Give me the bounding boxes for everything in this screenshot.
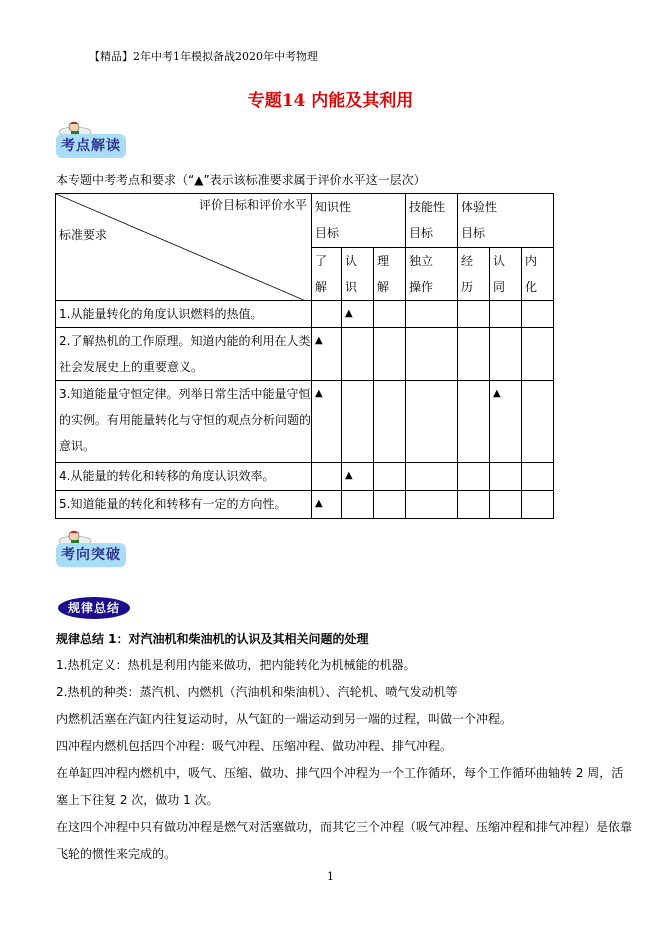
paragraph: 塞上下往复 2 次，做功 1 次。 (56, 793, 219, 807)
diag-top-label: 评价目标和评价水平 (199, 198, 308, 212)
table-row (56, 491, 554, 519)
diagonal-header-cell (56, 194, 312, 301)
intro-text: 本专题中考考点和要求（“▲”表示该标准要求属于评价水平这一层次） (56, 173, 426, 187)
requirement-line: 5.知道能量的转化和转移有一定的方向性。 (59, 497, 287, 511)
level-cell (406, 328, 458, 381)
subheader-cell: 认 识 (342, 248, 374, 301)
paragraph: 1.热机定义：热机是利用内能来做功，把内能转化为机械能的机器。 (56, 658, 416, 672)
subheader-cell: 认 同 (490, 248, 522, 301)
paragraph: 飞轮的惯性来完成的。 (56, 847, 177, 861)
level-cell (374, 491, 406, 519)
level-cell (342, 381, 374, 463)
level-cell (374, 381, 406, 463)
subheader-cell: 了 解 (312, 248, 342, 301)
requirement-line: 4.从能量的转化和转移的角度认识效率。 (59, 469, 275, 483)
level-cell (312, 463, 342, 491)
requirement-line: 社会发展史上的重要意义。 (59, 360, 204, 374)
level-cell (406, 381, 458, 463)
requirement-line: 3.知道能量守恒定律。列举日常生活中能量守恒 (59, 387, 311, 401)
triangle-mark-icon: ▲ (345, 470, 353, 481)
level-cell (312, 491, 342, 519)
group-skill: 技能性 目标 (406, 194, 458, 248)
level-cell (374, 463, 406, 491)
page-title: 专题14 内能及其利用 (247, 91, 414, 111)
table-row (56, 301, 554, 328)
level-cell (406, 301, 458, 328)
document-header: 【精品】2年中考1年模拟备战2020年中考物理 (89, 50, 318, 63)
triangle-mark-icon: ▲ (315, 335, 323, 346)
table-row (56, 381, 554, 463)
paragraph: 四冲程内燃机包括四个冲程：吸气冲程、压缩冲程、做功冲程、排气冲程。 (56, 739, 453, 753)
page-number: 1 (327, 870, 334, 883)
requirement-line: 意识。 (59, 439, 96, 453)
requirement-cell (56, 491, 312, 519)
requirement-cell (56, 463, 312, 491)
level-cell (490, 491, 522, 519)
requirement-cell (56, 381, 312, 463)
subheader-cell: 理 解 (374, 248, 406, 301)
level-cell (406, 491, 458, 519)
requirement-line: 的实例。有用能量转化与守恒的观点分析问题的 (59, 413, 312, 427)
guilv-badge: 规律总结 (58, 597, 130, 619)
requirement-cell (56, 301, 312, 328)
table-body (56, 301, 554, 519)
level-cell (458, 491, 490, 519)
kaoxiang-label: 考向突破 (56, 543, 126, 567)
level-cell (490, 381, 522, 463)
level-cell (342, 301, 374, 328)
subheader-cell: 内 化 (522, 248, 554, 301)
level-cell (522, 328, 554, 381)
paragraph: 在这四个冲程中只有做功冲程是燃气对活塞做功，而其它三个冲程（吸气冲程、压缩冲程和排气冲程）是依靠 (56, 820, 633, 834)
level-cell (406, 463, 458, 491)
level-cell (458, 381, 490, 463)
level-cell (312, 328, 342, 381)
level-cell (312, 381, 342, 463)
level-cell (522, 381, 554, 463)
diag-bottom-label: 标准要求 (59, 228, 108, 242)
triangle-mark-icon: ▲ (345, 308, 353, 319)
requirement-line: 2.了解热机的工作原理。知道内能的利用在人类 (59, 334, 311, 348)
paragraph: 在单缸四冲程内燃机中，吸气、压缩、做功、排气四个冲程为一个工作循环，每个工作循环曲轴转 2 周，活 (56, 766, 624, 780)
level-cell (522, 463, 554, 491)
section-title: 规律总结 1：对汽油机和柴油机的认识及其相关问题的处理 (56, 632, 369, 646)
level-cell (490, 301, 522, 328)
group-experience: 体验性 目标 (458, 194, 554, 248)
triangle-mark-icon: ▲ (493, 388, 501, 399)
standards-table (55, 193, 554, 519)
triangle-mark-icon: ▲ (315, 498, 323, 509)
level-cell (490, 328, 522, 381)
subheader-cell: 独立 操作 (406, 248, 458, 301)
group-knowledge: 知识性 目标 (312, 194, 406, 248)
level-cell (458, 301, 490, 328)
level-cell (342, 328, 374, 381)
level-cell (374, 301, 406, 328)
level-cell (374, 328, 406, 381)
paragraph: 2.热机的种类：蒸汽机、内燃机（汽油机和柴油机）、汽轮机、喷气发动机等 (56, 685, 458, 699)
table-row (56, 463, 554, 491)
level-cell (342, 463, 374, 491)
level-cell (342, 491, 374, 519)
level-cell (522, 491, 554, 519)
level-cell (458, 463, 490, 491)
requirement-cell (56, 328, 312, 381)
requirement-line: 1.从能量转化的角度认识燃料的热值。 (59, 307, 263, 321)
triangle-mark-icon: ▲ (315, 388, 323, 399)
kaodian-badge (50, 120, 136, 160)
level-cell (458, 328, 490, 381)
paragraph: 内燃机活塞在汽缸内往复运动时，从气缸的一端运动到另一端的过程，叫做一个冲程。 (56, 712, 513, 726)
level-cell (490, 463, 522, 491)
level-cell (312, 301, 342, 328)
table-row (56, 328, 554, 381)
kaoxiang-badge (50, 529, 136, 569)
kaodian-label: 考点解读 (56, 134, 126, 158)
level-cell (522, 301, 554, 328)
subheader-cell: 经 历 (458, 248, 490, 301)
